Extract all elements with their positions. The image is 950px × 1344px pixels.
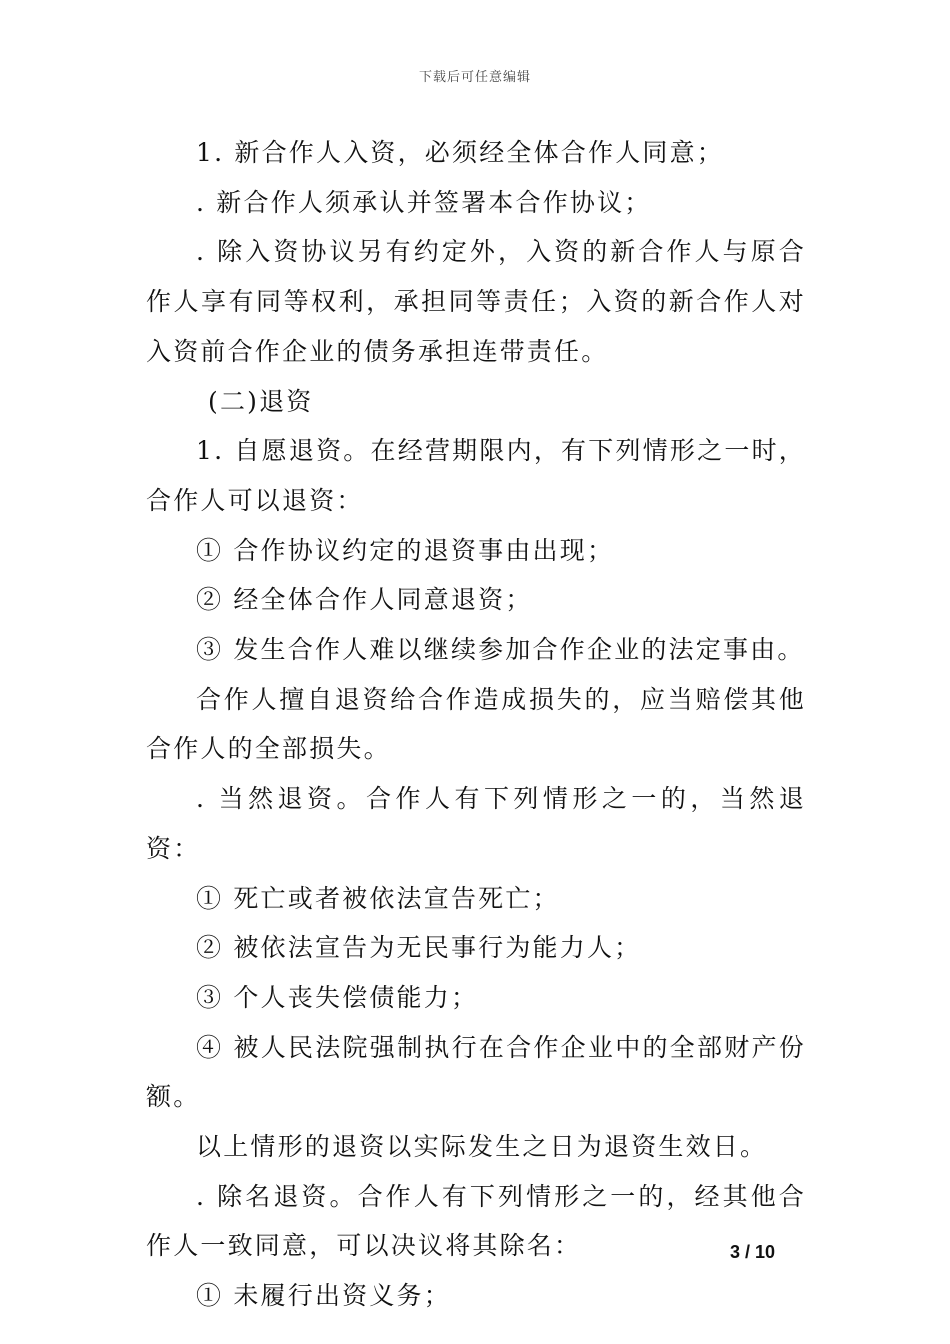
paragraph: 1. 自愿退资。在经营期限内，有下列情形之一时，合作人可以退资： bbox=[146, 436, 806, 515]
list-item: ① 未履行出资义务； bbox=[196, 1281, 451, 1311]
section-heading: (二)退资 bbox=[208, 386, 314, 416]
list-item: ① 死亡或者被依法宣告死亡； bbox=[196, 883, 560, 913]
list-item: ④ 被人民法院强制执行在合作企业中的全部财产份额。 bbox=[146, 1032, 806, 1112]
document-body bbox=[146, 128, 806, 1321]
paragraph: . 当然退资。合作人有下列情形之一的，当然退资： bbox=[146, 784, 806, 863]
paragraph: . 除入资协议另有约定外，入资的新合作人与原合作人享有同等权利，承担同等责任；入资的新合作人对入资前合作企业的债务承担连带责任。 bbox=[146, 237, 806, 366]
paragraph: 合作人擅自退资给合作造成损失的，应当赔偿其他合作人的全部损失。 bbox=[146, 684, 806, 764]
paragraph: . 新合作人须承认并签署本合作协议； bbox=[196, 187, 652, 217]
paragraph: . 除名退资。合作人有下列情形之一的，经其他合作人一致同意，可以决议将其除名： bbox=[146, 1181, 806, 1261]
list-item: ③ 个人丧失偿债能力； bbox=[196, 982, 479, 1012]
paragraph: 1. 新合作人入资，必须经全体合作人同意； bbox=[196, 138, 725, 167]
header-note: 下载后可任意编辑 bbox=[418, 70, 531, 85]
list-item: ② 经全体合作人同意退资； bbox=[196, 585, 533, 615]
page-number: 3 / 10 bbox=[730, 1242, 776, 1262]
list-item: ③ 发生合作人难以继续参加合作企业的法定事由。 bbox=[196, 635, 805, 665]
paragraph: 以上情形的退资以实际发生之日为退资生效日。 bbox=[196, 1132, 768, 1162]
list-item: ① 合作协议约定的退资事由出现； bbox=[196, 535, 615, 565]
list-item: ② 被依法宣告为无民事行为能力人； bbox=[196, 933, 642, 963]
